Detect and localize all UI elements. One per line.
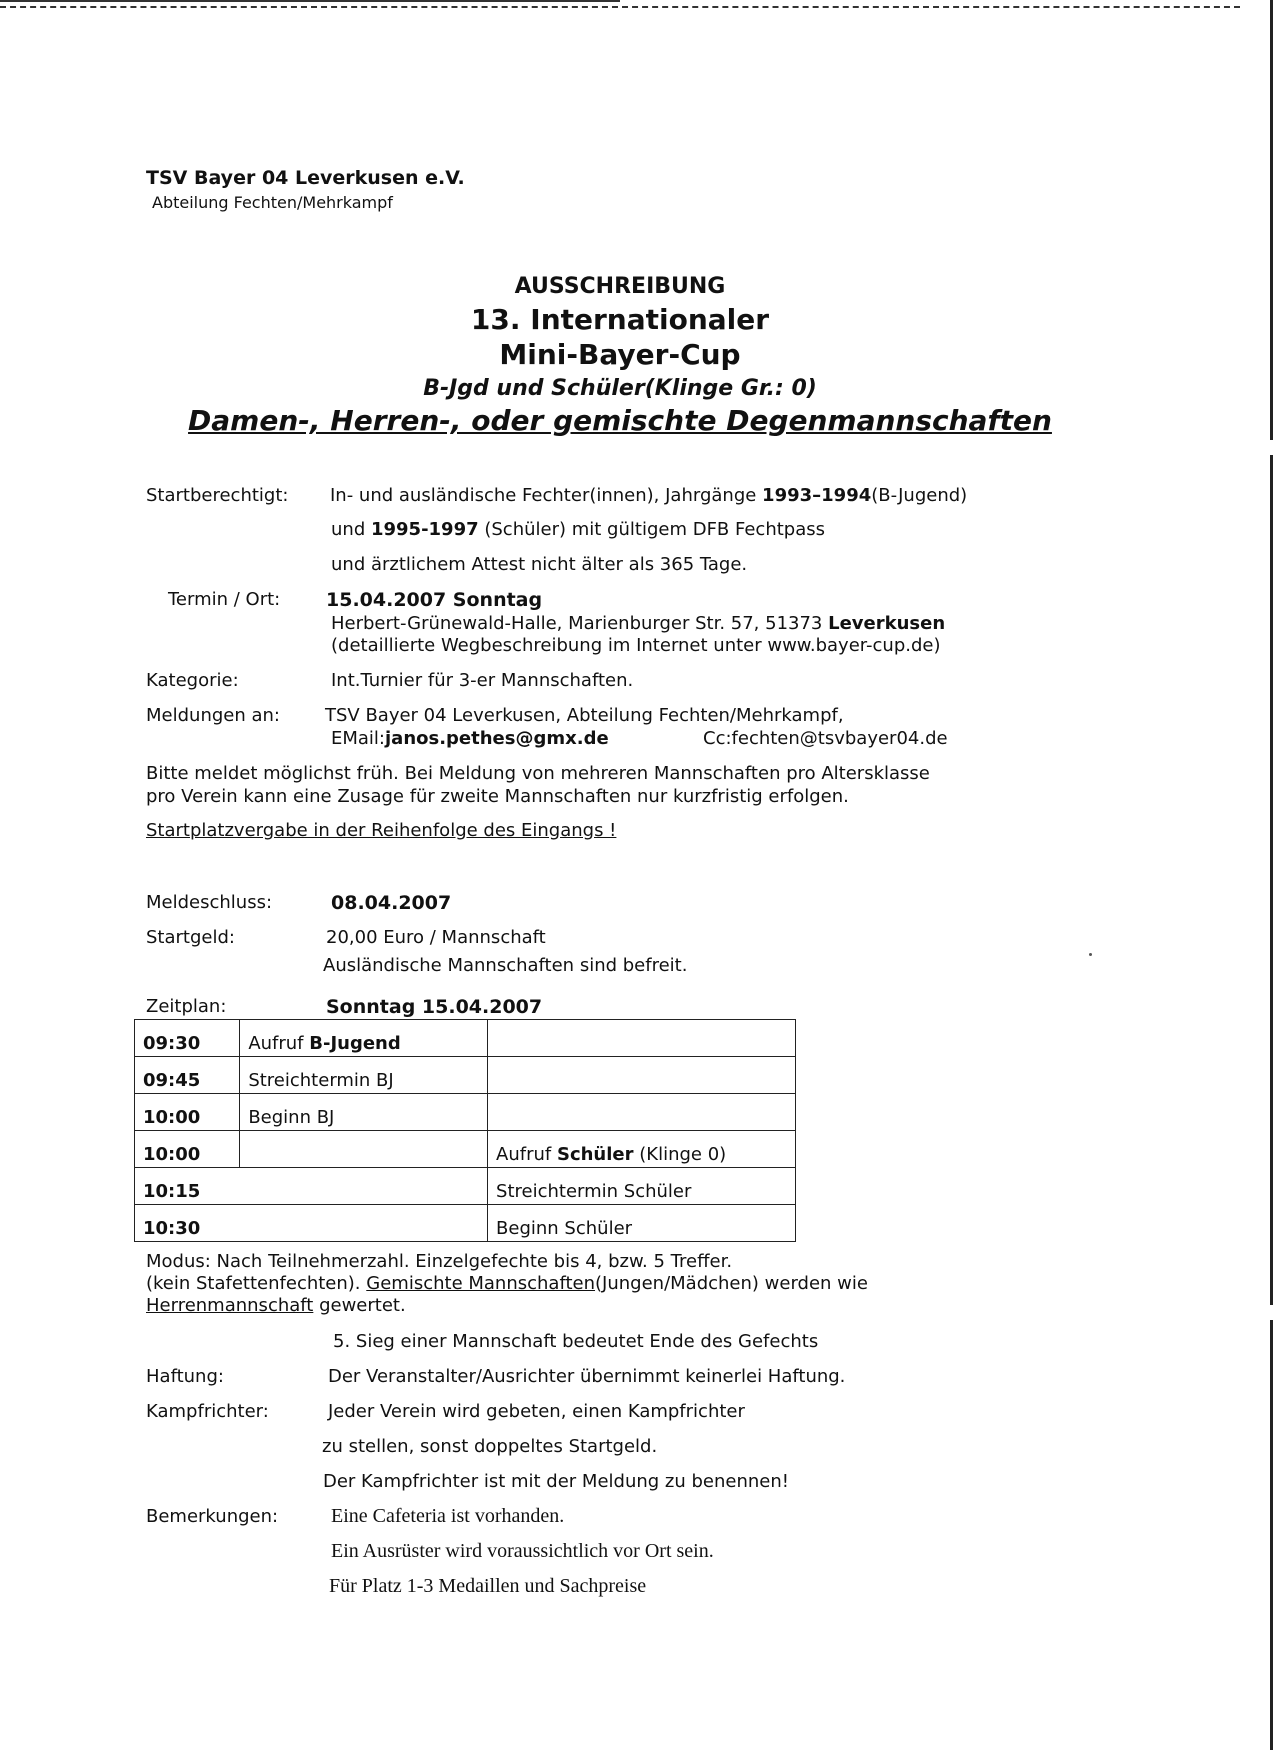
startgeld-amount: 20,00 Euro / Mannschaft — [326, 927, 546, 948]
zeitplan-day: Sonntag 15.04.2007 — [326, 996, 543, 1018]
org-name: TSV Bayer 04 Leverkusen e.V. — [146, 167, 465, 189]
start-label: Startberechtigt: — [146, 485, 289, 506]
table-row — [135, 1131, 796, 1168]
event-categories: B-Jgd und Schüler(Klinge Gr.: 0) — [423, 376, 817, 401]
bemerkungen-line-1: Eine Cafeteria ist vorhanden. — [331, 1505, 565, 1527]
org-department: Abteilung Fechten/Mehrkampf — [152, 193, 393, 212]
scan-edge-mark — [1270, 0, 1273, 440]
schedule-time: 10:00 — [135, 1131, 240, 1168]
event-edition: 13. Internationaler — [470, 303, 770, 336]
modus-line-1: Modus: Nach Teilnehmerzahl. Einzelgefechte bis 4, bzw. 5 Treffer. — [146, 1251, 733, 1272]
kampfrichter-label: Kampfrichter: — [146, 1401, 269, 1422]
note-line-1: Bitte meldet möglichst früh. Bei Meldung von mehreren Mannschaften pro Altersklasse — [146, 763, 930, 784]
kampfrichter-line-2: zu stellen, sonst doppeltes Startgeld. — [322, 1436, 658, 1457]
scan-top-border — [0, 0, 620, 2]
table-row — [135, 1057, 796, 1094]
meldungen-address: TSV Bayer 04 Leverkusen, Abteilung Fechten/Mehrkampf, — [325, 705, 844, 726]
schedule-schueler-cell: Aufruf Schüler (Klinge 0) — [488, 1131, 796, 1168]
table-row — [135, 1168, 796, 1205]
table-row — [135, 1205, 796, 1242]
zeitplan-label: Zeitplan: — [146, 996, 227, 1017]
schedule-bjugend-cell: Aufruf B-Jugend — [240, 1020, 488, 1057]
schedule-bjugend-cell — [240, 1168, 488, 1205]
kampfrichter-line-3: Der Kampfrichter ist mit der Meldung zu benennen! — [323, 1471, 789, 1492]
schedule-time: 10:30 — [135, 1205, 240, 1242]
modus-line-4: 5. Sieg einer Mannschaft bedeutet Ende des Gefechts — [333, 1331, 819, 1352]
scan-edge-mark — [1270, 455, 1273, 1305]
schedule-time: 10:15 — [135, 1168, 240, 1205]
schedule-schueler-cell — [488, 1057, 796, 1094]
haftung-value: Der Veranstalter/Ausrichter übernimmt keinerlei Haftung. — [328, 1366, 846, 1387]
venue-directions: (detaillierte Wegbeschreibung im Internet unter www.bayer-cup.de) — [331, 635, 941, 656]
table-row — [135, 1094, 796, 1131]
note-line-2: pro Verein kann eine Zusage für zweite Mannschaften nur kurzfristig erfolgen. — [146, 786, 849, 807]
startgeld-note: Ausländische Mannschaften sind befreit. — [323, 955, 688, 976]
event-teams: Damen-, Herren-, oder gemischte Degenmannschaften — [188, 404, 1052, 437]
schedule-time: 10:00 — [135, 1094, 240, 1131]
modus-line-3: Herrenmannschaft gewertet. — [146, 1295, 406, 1316]
bemerkungen-label: Bemerkungen: — [146, 1506, 279, 1527]
schedule-schueler-cell: Beginn Schüler — [488, 1205, 796, 1242]
meldungen-label: Meldungen an: — [146, 705, 280, 726]
schedule-bjugend-cell: Streichtermin BJ — [240, 1057, 488, 1094]
venue-address: Herbert-Grünewald-Halle, Marienburger Str. 57, 51373 Leverkusen — [331, 613, 946, 634]
termin-label: Termin / Ort: — [168, 589, 281, 610]
kampfrichter-line-1: Jeder Verein wird gebeten, einen Kampfrichter — [328, 1401, 745, 1422]
schedule-bjugend-cell — [240, 1205, 488, 1242]
haftung-label: Haftung: — [146, 1366, 224, 1387]
meldungen-email: EMail:janos.pethes@gmx.de — [331, 728, 609, 749]
note-start-order: Startplatzvergabe in der Reihenfolge des Eingangs ! — [146, 820, 617, 841]
bemerkungen-line-3: Für Platz 1-3 Medaillen und Sachpreise — [329, 1575, 647, 1597]
meldeschluss-value: 08.04.2007 — [331, 892, 452, 914]
doc-title: AUSSCHREIBUNG — [514, 274, 726, 299]
scan-dashed-line — [0, 6, 1240, 8]
startgeld-label: Startgeld: — [146, 927, 235, 948]
schedule-time: 09:45 — [135, 1057, 240, 1094]
start-line-1: In- und ausländische Fechter(innen), Jahrgänge 1993–1994(B-Jugend) — [330, 485, 968, 506]
kategorie-value: Int.Turnier für 3-er Mannschaften. — [331, 670, 634, 691]
event-name: Mini-Bayer-Cup — [499, 338, 741, 371]
modus-line-2: (kein Stafettenfechten). Gemischte Mannschaften(Jungen/Mädchen) werden wie — [146, 1273, 868, 1294]
table-row — [135, 1020, 796, 1057]
schedule-bjugend-cell: Beginn BJ — [240, 1094, 488, 1131]
schedule-schueler-cell — [488, 1094, 796, 1131]
meldeschluss-label: Meldeschluss: — [146, 892, 273, 913]
kategorie-label: Kategorie: — [146, 670, 239, 691]
schedule-time: 09:30 — [135, 1020, 240, 1057]
start-line-2: und 1995-1997 (Schüler) mit gültigem DFB Fechtpass — [331, 519, 826, 540]
termin-date: 15.04.2007 Sonntag — [326, 589, 543, 611]
scan-speck — [1089, 953, 1092, 956]
meldungen-cc: Cc:fechten@tsvbayer04.de — [703, 728, 948, 749]
schedule-schueler-cell: Streichtermin Schüler — [488, 1168, 796, 1205]
schedule-bjugend-cell — [240, 1131, 488, 1168]
start-line-3: und ärztlichem Attest nicht älter als 365 Tage. — [331, 554, 748, 575]
scan-edge-mark — [1270, 1320, 1273, 1750]
bemerkungen-line-2: Ein Ausrüster wird voraussichtlich vor Ort sein. — [331, 1540, 714, 1562]
schedule-table — [134, 1019, 796, 1242]
schedule-schueler-cell — [488, 1020, 796, 1057]
